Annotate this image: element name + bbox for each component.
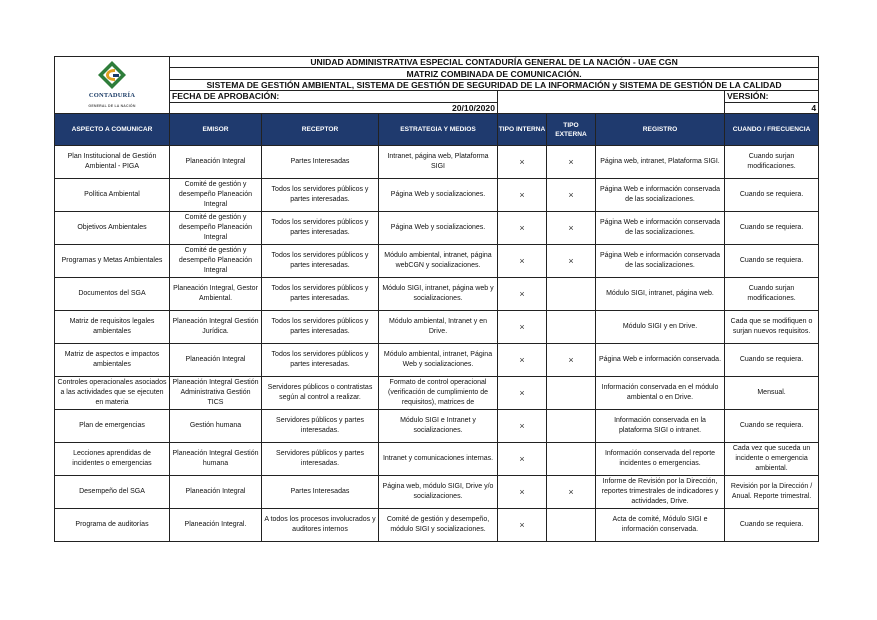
record-cell	[596, 476, 725, 509]
frequency-cell-text: Cuando se requiera.	[739, 521, 804, 528]
table-row	[55, 377, 819, 410]
frequency-cell	[725, 146, 819, 179]
record-cell	[596, 344, 725, 377]
sender-cell	[170, 410, 262, 443]
aspect-cell-text: Matriz de aspectos e impactos ambientales	[64, 351, 160, 368]
record-cell	[596, 245, 725, 278]
frequency-cell-text: Cada que se modifiquen o surjan nuevos requisitos.	[730, 318, 813, 335]
receiver-cell-text: Servidores públicos o contratistas según al control a realizar.	[267, 384, 373, 401]
strategy-cell	[379, 509, 498, 542]
strategy-cell-text: Módulo SIGI, intranet, página web y socializaciones.	[382, 285, 494, 302]
aspect-cell-text: Documentos del SGA	[78, 290, 146, 297]
internal-mark	[498, 377, 547, 410]
internal-mark-text: ×	[519, 190, 525, 200]
table-row	[55, 311, 819, 344]
strategy-cell-text: Comité de gestión y desempeño, módulo SIGI y socializaciones.	[386, 516, 490, 533]
sender-cell-text: Planeación Integral Gestión Jurídica.	[172, 318, 259, 335]
receiver-cell-text: Partes Interesadas	[290, 488, 350, 495]
receiver-cell-text: Servidores públicos y partes interesadas.	[276, 450, 364, 467]
aspect-cell	[55, 344, 170, 377]
receiver-cell-text: Partes Interesadas	[290, 158, 350, 165]
receiver-cell	[262, 443, 379, 476]
aspect-cell-text: Desempeño del SGA	[79, 488, 145, 495]
logo-cell	[55, 57, 170, 114]
internal-mark	[498, 410, 547, 443]
aspect-cell	[55, 278, 170, 311]
frequency-cell-text: Cuando se requiera.	[739, 422, 804, 429]
sender-cell-text: Comité de gestión y desempeño Planeación Integral	[178, 181, 253, 208]
aspect-cell	[55, 443, 170, 476]
internal-mark-text: ×	[519, 520, 525, 530]
receiver-cell	[262, 344, 379, 377]
receiver-cell	[262, 179, 379, 212]
frequency-cell	[725, 245, 819, 278]
internal-mark-text: ×	[519, 223, 525, 233]
sender-cell	[170, 311, 262, 344]
column-emisor: EMISOR	[170, 114, 262, 146]
internal-mark-text: ×	[519, 256, 525, 266]
record-cell	[596, 410, 725, 443]
receiver-cell-text: A todos los procesos involucrados y auditores internos	[264, 516, 376, 533]
strategy-cell-text: Página Web y socializaciones.	[390, 224, 486, 231]
external-mark	[547, 443, 596, 476]
aspect-cell	[55, 509, 170, 542]
aspect-cell	[55, 146, 170, 179]
external-mark	[547, 179, 596, 212]
strategy-cell-text: Página Web y socializaciones.	[390, 191, 486, 198]
strategy-cell-text: Intranet y comunicaciones internas.	[382, 455, 494, 462]
table-row	[55, 443, 819, 476]
sender-cell	[170, 476, 262, 509]
record-cell-text: Información conservada en el módulo ambiental o en Drive.	[601, 384, 719, 401]
frequency-cell-text: Revisión por la Dirección / Anual. Reporte trimestral.	[730, 483, 813, 500]
aspect-cell	[55, 476, 170, 509]
table-row	[55, 278, 819, 311]
table-row	[55, 146, 819, 179]
record-cell	[596, 278, 725, 311]
frequency-cell-text: Cuando se requiera.	[739, 224, 804, 231]
sender-cell	[170, 146, 262, 179]
record-cell-text: Página Web e información conservada de las socializaciones.	[599, 252, 721, 269]
frequency-cell	[725, 377, 819, 410]
receiver-cell	[262, 377, 379, 410]
sender-cell-text: Comité de gestión y desempeño Planeación Integral	[178, 214, 253, 241]
receiver-cell	[262, 146, 379, 179]
receiver-cell	[262, 509, 379, 542]
record-cell-text: Información conservada en la plataforma SIGI o intranet.	[614, 417, 706, 434]
receiver-cell-text: Todos los servidores públicos y partes interesadas.	[271, 285, 369, 302]
frequency-cell	[725, 311, 819, 344]
frequency-cell	[725, 476, 819, 509]
receiver-cell	[262, 212, 379, 245]
strategy-cell	[379, 212, 498, 245]
external-mark-text: ×	[568, 487, 574, 497]
aspect-cell-text: Lecciones aprendidas de incidentes o emergencias	[72, 450, 152, 467]
record-cell-text: Página Web e información conservada de las socializaciones.	[599, 219, 721, 236]
internal-mark	[498, 245, 547, 278]
frequency-cell	[725, 410, 819, 443]
record-cell	[596, 146, 725, 179]
aspect-cell	[55, 377, 170, 410]
receiver-cell-text: Todos los servidores públicos y partes interesadas.	[271, 318, 369, 335]
strategy-cell-text: Formato de control operacional (verificación de cumplimiento de requisitos), matrices de	[388, 379, 488, 406]
receiver-cell-text: Todos los servidores públicos y partes interesadas.	[271, 351, 369, 368]
record-cell	[596, 377, 725, 410]
sender-cell	[170, 212, 262, 245]
record-cell-text: Acta de comité, Módulo SIGI e información conservada.	[612, 516, 708, 533]
frequency-cell-text: Cuando se requiera.	[739, 191, 804, 198]
frequency-cell-text: Mensual.	[757, 389, 786, 396]
frequency-cell	[725, 344, 819, 377]
sender-cell	[170, 509, 262, 542]
aspect-cell	[55, 311, 170, 344]
internal-mark	[498, 344, 547, 377]
external-mark	[547, 377, 596, 410]
record-cell-text: Información conservada del reporte incidentes o emergencias.	[604, 450, 716, 467]
internal-mark	[498, 278, 547, 311]
external-mark-text: ×	[568, 355, 574, 365]
sender-cell-text: Planeación Integral	[185, 356, 246, 363]
strategy-cell-text: Módulo SIGI e Intranet y socializaciones.	[400, 417, 476, 434]
external-mark-text: ×	[568, 256, 574, 266]
external-mark	[547, 476, 596, 509]
receiver-cell-text: Todos los servidores públicos y partes interesadas.	[271, 252, 369, 269]
logo-subtitle: GENERAL DE LA NACIÓN	[88, 103, 136, 108]
table-row	[55, 212, 819, 245]
internal-mark-text: ×	[519, 355, 525, 365]
approval-date-spacer	[498, 102, 725, 113]
table-row	[55, 179, 819, 212]
strategy-cell	[379, 146, 498, 179]
external-mark	[547, 278, 596, 311]
external-mark	[547, 344, 596, 377]
frequency-cell-text: Cada vez que suceda un incidente o emergencia ambiental.	[732, 445, 811, 472]
aspect-cell	[55, 212, 170, 245]
internal-mark	[498, 476, 547, 509]
strategy-cell	[379, 278, 498, 311]
external-mark	[547, 212, 596, 245]
approval-spacer	[498, 91, 725, 102]
strategy-cell	[379, 179, 498, 212]
frequency-cell	[725, 179, 819, 212]
sender-cell-text: Planeación Integral	[185, 158, 246, 165]
strategy-cell	[379, 311, 498, 344]
internal-mark	[498, 212, 547, 245]
cgn-logo-icon	[95, 60, 129, 90]
receiver-cell	[262, 410, 379, 443]
communication-matrix-sheet	[54, 56, 818, 542]
frequency-cell	[725, 212, 819, 245]
internal-mark	[498, 179, 547, 212]
strategy-cell	[379, 344, 498, 377]
table-row	[55, 245, 819, 278]
receiver-cell	[262, 278, 379, 311]
internal-mark-text: ×	[519, 289, 525, 299]
strategy-cell-text: Página web, módulo SIGI, Drive y/o socializaciones.	[382, 483, 494, 500]
column-receptor: RECEPTOR	[262, 114, 379, 146]
matrix-body	[55, 146, 819, 542]
record-cell	[596, 311, 725, 344]
receiver-cell	[262, 245, 379, 278]
record-cell	[596, 179, 725, 212]
aspect-cell-text: Controles operacionales asociados a las actividades que se ejecuten en materia	[57, 379, 167, 406]
sender-cell	[170, 245, 262, 278]
version-label: VERSIÓN:	[725, 91, 819, 102]
sender-cell-text: Planeación Integral	[185, 488, 246, 495]
internal-mark-text: ×	[519, 454, 525, 464]
aspect-cell-text: Objetivos Ambientales	[77, 224, 147, 231]
internal-mark-text: ×	[519, 388, 525, 398]
frequency-cell-text: Cuando surjan modificaciones.	[747, 285, 796, 302]
approval-date: 20/10/2020	[170, 102, 498, 113]
aspect-cell	[55, 245, 170, 278]
internal-mark	[498, 146, 547, 179]
sender-cell	[170, 377, 262, 410]
version-value: 4	[725, 102, 819, 113]
sender-cell-text: Planeación Integral Gestión Administrativa Gestión TICS	[172, 379, 259, 406]
external-mark	[547, 245, 596, 278]
record-cell-text: Página Web e información conservada.	[598, 356, 722, 363]
receiver-cell	[262, 476, 379, 509]
record-cell-text: Módulo SIGI, intranet, página web.	[606, 290, 714, 297]
strategy-cell-text: Módulo ambiental, intranet, página webCGN y socializaciones.	[384, 252, 492, 269]
strategy-cell	[379, 245, 498, 278]
sender-cell	[170, 179, 262, 212]
strategy-cell	[379, 476, 498, 509]
column-registro: REGISTRO	[596, 114, 725, 146]
document-title: UNIDAD ADMINISTRATIVA ESPECIAL CONTADURÍA GENERAL DE LA NACIÓN - UAE CGN	[170, 57, 819, 68]
record-cell-text: Informe de Revisión por la Dirección, reportes trimestrales de indicadores y actividades, Drive.	[601, 478, 719, 505]
logo-name: CONTADURÍA	[88, 91, 136, 99]
strategy-cell-text: Módulo ambiental, Intranet y en Drive.	[388, 318, 488, 335]
sender-cell	[170, 344, 262, 377]
internal-mark-text: ×	[519, 487, 525, 497]
table-row	[55, 410, 819, 443]
strategy-cell	[379, 377, 498, 410]
receiver-cell-text: Todos los servidores públicos y partes interesadas.	[271, 186, 369, 203]
frequency-cell	[725, 509, 819, 542]
external-mark-text: ×	[568, 157, 574, 167]
column-frecuencia: CUANDO / FRECUENCIA	[725, 114, 819, 146]
aspect-cell-text: Plan de emergencias	[79, 422, 145, 429]
receiver-cell-text: Todos los servidores públicos y partes interesadas.	[271, 219, 369, 236]
internal-mark	[498, 443, 547, 476]
frequency-cell-text: Cuando se requiera.	[739, 257, 804, 264]
column-tipo-interna: TIPO INTERNA	[498, 114, 547, 146]
document-subtitle: MATRIZ COMBINADA DE COMUNICACIÓN.	[170, 68, 819, 79]
external-mark	[547, 311, 596, 344]
sender-cell-text: Gestión humana	[189, 422, 242, 429]
frequency-cell	[725, 278, 819, 311]
sender-cell-text: Planeación Integral Gestión humana	[172, 450, 259, 467]
aspect-cell-text: Matriz de requisitos legales ambientales	[69, 318, 155, 335]
aspect-cell-text: Política Ambiental	[84, 191, 140, 198]
column-tipo-externa: TIPO EXTERNA	[547, 114, 596, 146]
aspect-cell	[55, 179, 170, 212]
record-cell	[596, 212, 725, 245]
aspect-cell-text: Plan Institucional de Gestión Ambiental - PIGA	[67, 153, 157, 170]
record-cell	[596, 509, 725, 542]
system-title: SISTEMA DE GESTIÓN AMBIENTAL, SISTEMA DE GESTIÓN DE SEGURIDAD DE LA INFORMACIÓN y SISTEMA DE GESTIÓN DE LA CALIDAD	[170, 79, 819, 90]
frequency-cell-text: Cuando se requiera.	[739, 356, 804, 363]
matrix-table	[54, 56, 819, 542]
internal-mark-text: ×	[519, 157, 525, 167]
table-row	[55, 344, 819, 377]
sender-cell	[170, 443, 262, 476]
sender-cell-text: Comité de gestión y desempeño Planeación Integral	[178, 247, 253, 274]
external-mark	[547, 410, 596, 443]
internal-mark	[498, 311, 547, 344]
cgn-logo	[55, 57, 169, 113]
approval-label: FECHA DE APROBACIÓN:	[170, 91, 498, 102]
strategy-cell-text: Módulo ambiental, intranet, Página Web y socializaciones.	[383, 351, 493, 368]
frequency-cell	[725, 443, 819, 476]
table-row	[55, 476, 819, 509]
strategy-cell	[379, 443, 498, 476]
aspect-cell-text: Programas y Metas Ambientales	[61, 257, 163, 264]
column-aspecto: ASPECTO A COMUNICAR	[55, 114, 170, 146]
column-estrategia: ESTRATEGIA Y MEDIOS	[379, 114, 498, 146]
external-mark	[547, 509, 596, 542]
record-cell-text: Página Web e información conservada de las socializaciones.	[599, 186, 721, 203]
sender-cell-text: Planeación Integral, Gestor Ambiental.	[173, 285, 258, 302]
internal-mark-text: ×	[519, 322, 525, 332]
record-cell	[596, 443, 725, 476]
column-header-row	[55, 114, 819, 146]
receiver-cell	[262, 311, 379, 344]
table-row	[55, 509, 819, 542]
external-mark-text: ×	[568, 190, 574, 200]
internal-mark	[498, 509, 547, 542]
aspect-cell	[55, 410, 170, 443]
strategy-cell-text: Intranet, página web, Plataforma SIGI	[387, 153, 489, 170]
receiver-cell-text: Servidores públicos y partes interesadas.	[276, 417, 364, 434]
external-mark	[547, 146, 596, 179]
sender-cell-text: Planeación Integral.	[184, 521, 247, 528]
internal-mark-text: ×	[519, 421, 525, 431]
frequency-cell-text: Cuando surjan modificaciones.	[747, 153, 796, 170]
record-cell-text: Página web, intranet, Plataforma SIGI.	[600, 158, 720, 165]
external-mark-text: ×	[568, 223, 574, 233]
aspect-cell-text: Programa de auditorías	[75, 521, 149, 528]
record-cell-text: Módulo SIGI y en Drive.	[622, 323, 698, 330]
sender-cell	[170, 278, 262, 311]
strategy-cell	[379, 410, 498, 443]
